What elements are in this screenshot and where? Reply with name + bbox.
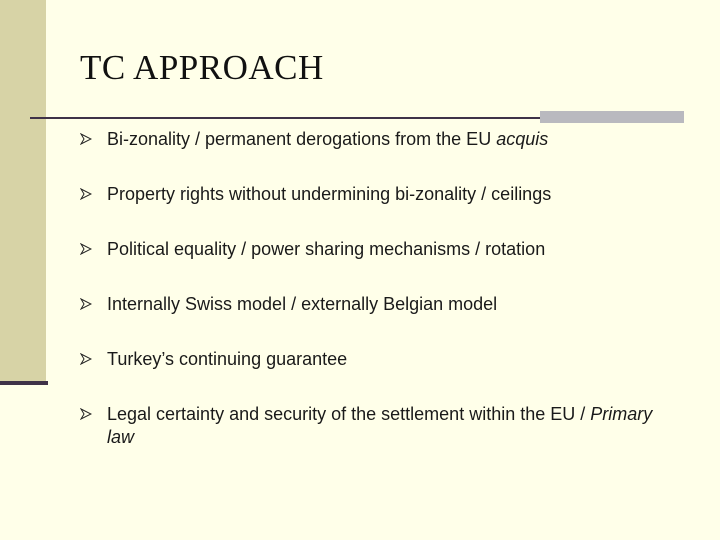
bullet-item [80, 128, 680, 183]
arrowhead-bullet-icon [80, 133, 92, 145]
arrowhead-bullet-icon [80, 243, 92, 255]
bullet-emphasis: Primary law [107, 404, 653, 447]
bullet-item [80, 293, 680, 348]
arrowhead-bullet-icon [80, 408, 92, 420]
bullet-list [80, 128, 680, 463]
bullet-emphasis: acquis [496, 129, 549, 149]
bullet-item [80, 348, 680, 403]
bullet-item [80, 183, 680, 238]
arrowhead-bullet-icon [80, 298, 92, 310]
bullet-text: Legal certainty and security of the settlement within the EU / [107, 404, 591, 424]
arrowhead-bullet-icon [80, 188, 92, 200]
title-underline-accent [540, 111, 684, 123]
slide-title: TC APPROACH [80, 48, 324, 87]
arrowhead-bullet-icon [80, 353, 92, 365]
bullet-text: Property rights without undermining bi-zonality / ceilings [107, 184, 552, 204]
left-band-divider [0, 381, 48, 385]
bullet-item [80, 403, 680, 463]
bullet-text: Political equality / power sharing mechanisms / rotation [107, 239, 546, 259]
left-decorative-band [0, 0, 46, 383]
bullet-text: Bi-zonality / permanent derogations from the EU [107, 129, 497, 149]
bullet-text: Internally Swiss model / externally Belgian model [107, 294, 498, 314]
bullet-text: Turkey’s continuing guarantee [107, 349, 348, 369]
bullet-item [80, 238, 680, 293]
